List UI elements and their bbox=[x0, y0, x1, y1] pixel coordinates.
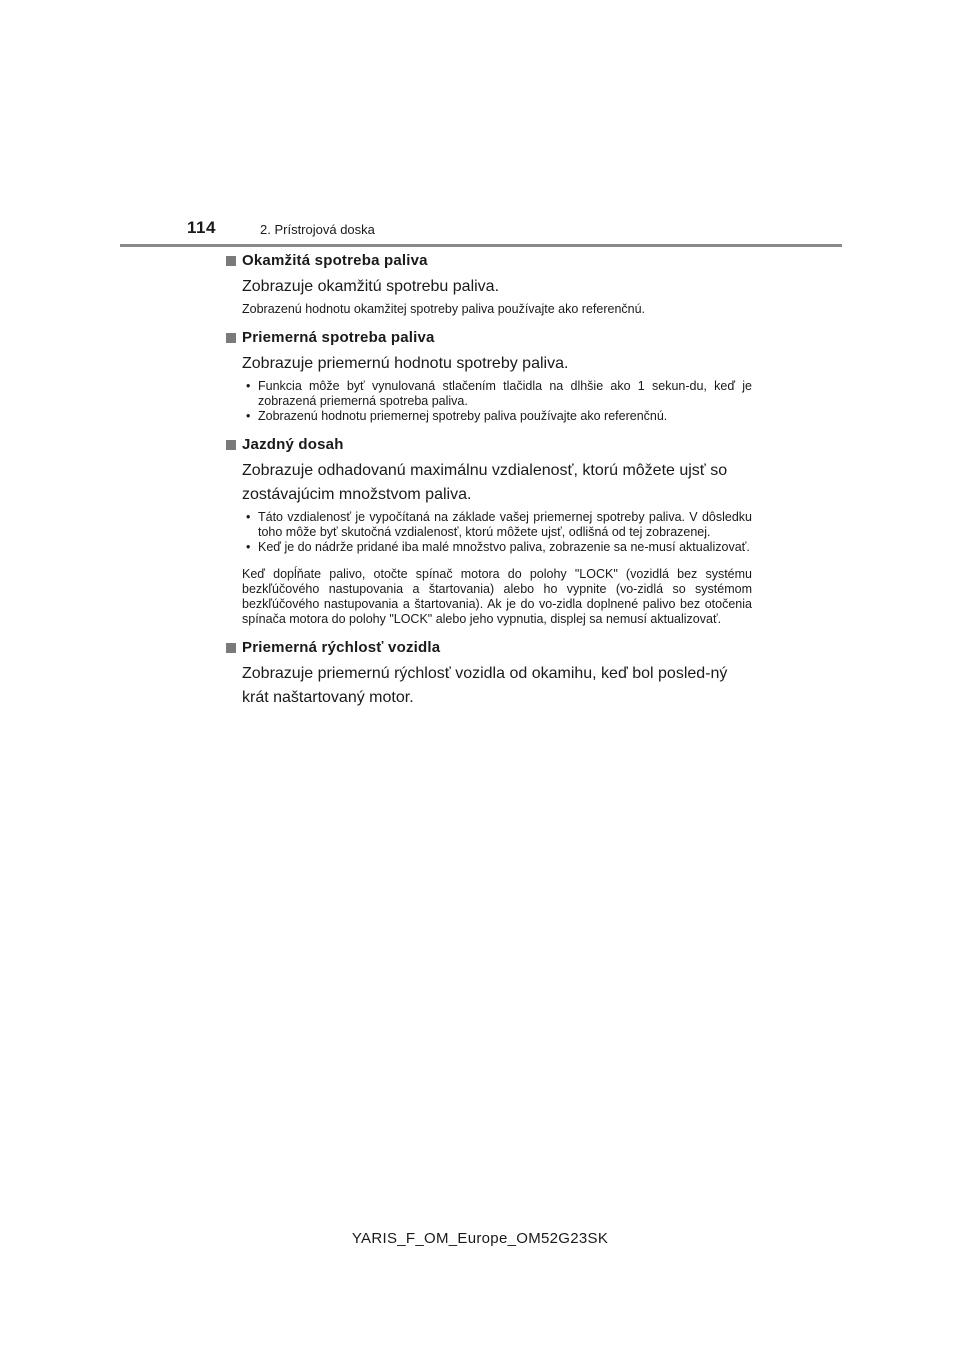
square-bullet-icon bbox=[226, 256, 236, 266]
page-number: 114 bbox=[187, 218, 216, 237]
section-heading bbox=[226, 436, 752, 453]
bullet-list bbox=[242, 379, 752, 424]
section-average-speed bbox=[226, 639, 752, 710]
bullet-list bbox=[242, 510, 752, 555]
section-lead: Zobrazuje priemernú rýchlosť vozidla od okamihu, keď bol posled-ný krát naštartovaný motor. bbox=[242, 665, 728, 706]
heading-text: Priemerná spotreba paliva bbox=[242, 329, 435, 346]
section-title: 2. Prístrojová doska bbox=[260, 222, 375, 237]
header-divider bbox=[120, 244, 842, 247]
section-heading bbox=[226, 329, 752, 346]
section-heading bbox=[226, 639, 752, 656]
page-content bbox=[226, 252, 752, 713]
section-average-consumption bbox=[226, 329, 752, 424]
section-lead: Zobrazuje odhadovanú maximálnu vzdialenosť, ktorú môžete ujsť so zostávajúcim množstvom paliva. bbox=[242, 462, 728, 503]
section-paragraph: Keď dopĺňate palivo, otočte spínač motora do polohy "LOCK" (vozidlá bez systému bezkľúčového nastupovania a štartovania) alebo ho vypnite (vo-zidlá so systémom bezkľúčového nastupovania a štartovania). Ak je do vo-zidla doplnené palivo bez otočenia spínača motora do polohy "LOCK" alebo jeho vypnutia, displej sa nemusí aktualizovať. bbox=[242, 567, 752, 626]
heading-text: Okamžitá spotreba paliva bbox=[242, 252, 428, 269]
square-bullet-icon bbox=[226, 440, 236, 450]
square-bullet-icon bbox=[226, 333, 236, 343]
section-lead: Zobrazuje priemernú hodnotu spotreby paliva. bbox=[242, 355, 569, 372]
section-instant-consumption bbox=[226, 252, 752, 317]
heading-text: Jazdný dosah bbox=[242, 436, 344, 453]
heading-text: Priemerná rýchlosť vozidla bbox=[242, 639, 441, 656]
list-item: • Funkcia môže byť vynulovaná stlačením tlačidla na dlhšie ako 1 sekun-du, keď je zobrazená priemerná spotreba paliva. bbox=[242, 379, 752, 409]
footer-document-code: YARIS_F_OM_Europe_OM52G23SK bbox=[351, 1230, 609, 1247]
section-note: Zobrazenú hodnotu okamžitej spotreby paliva používajte ako referenčnú. bbox=[242, 302, 646, 316]
section-driving-range bbox=[226, 436, 752, 627]
section-heading bbox=[226, 252, 752, 269]
list-item: • Zobrazenú hodnotu priemernej spotreby paliva používajte ako referenčnú. bbox=[242, 409, 752, 424]
list-item: • Táto vzdialenosť je vypočítaná na základe vašej priemernej spotreby paliva. V dôsledku toho môže byť skutočná vzdialenosť, ktorú môžete ujsť, odlišná od tej zobrazenej. bbox=[242, 510, 752, 540]
square-bullet-icon bbox=[226, 643, 236, 653]
section-lead: Zobrazuje okamžitú spotrebu paliva. bbox=[242, 278, 500, 295]
list-item: • Keď je do nádrže pridané iba malé množstvo paliva, zobrazenie sa ne-musí aktualizovať. bbox=[242, 540, 752, 555]
